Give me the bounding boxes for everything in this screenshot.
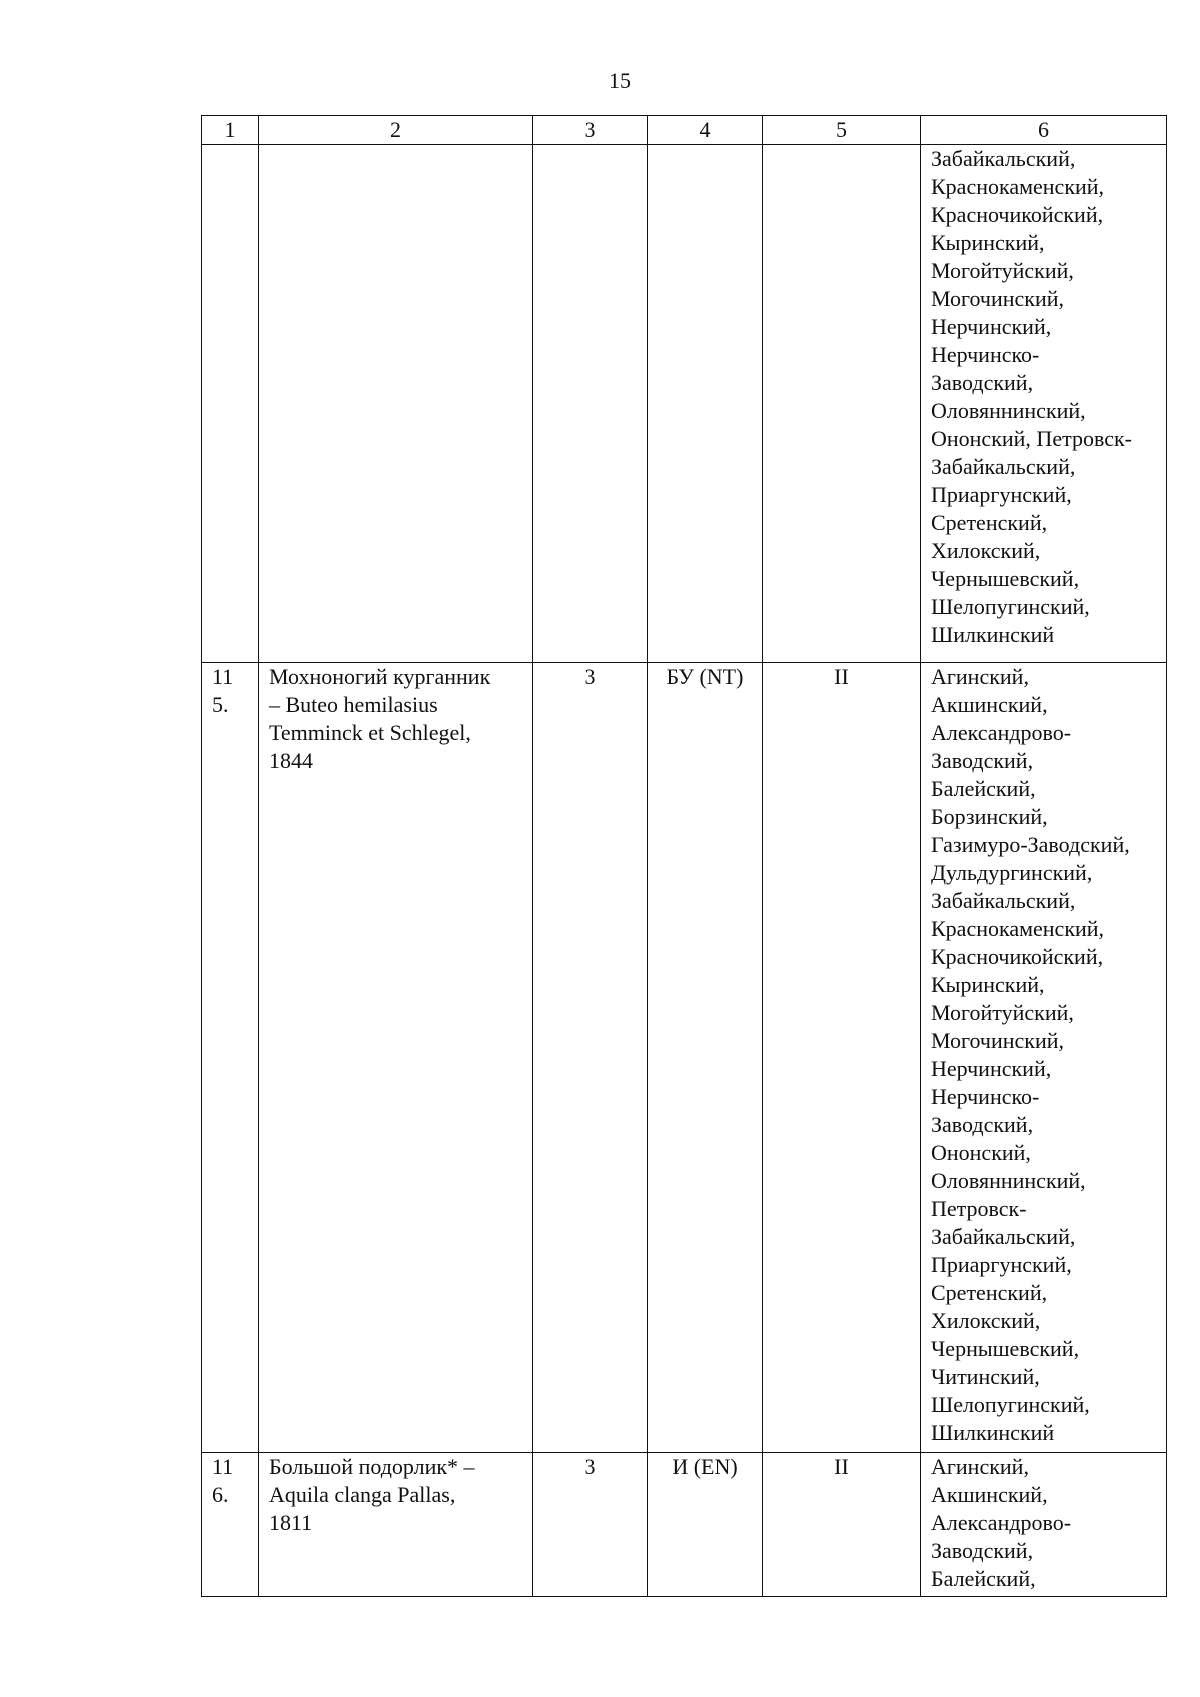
group-cell: II [763,663,921,1453]
category-cell: 3 [533,663,648,1453]
district-line: Приаргунский, [931,1252,1072,1277]
species-line: Aquila clanga Pallas, [269,1482,456,1507]
district-line: Дульдургинский, [931,860,1093,885]
district-line: Шилкинский [931,622,1055,647]
district-line: Забайкальский, [931,888,1076,913]
district-line: Чернышевский, [931,566,1080,591]
row-number-line: 11 [212,1454,234,1479]
district-line: Ононский, Петровск- [931,426,1133,451]
row-number-line: 5. [212,692,229,717]
table-row [202,1453,1167,1597]
row-number-line: 11 [212,664,234,689]
district-line: Оловяннинский, [931,1168,1086,1193]
district-line: Кыринский, [931,972,1045,997]
species-line: – Buteo hemilasius [269,692,438,717]
district-line: Агинский, [931,664,1029,689]
district-line: Сретенский, [931,1280,1048,1305]
species-line: 1844 [269,748,313,773]
district-line: Приаргунский, [931,482,1072,507]
district-line: Могойтуйский, [931,1000,1074,1025]
district-line: Борзинский, [931,804,1048,829]
species-cell [259,1453,533,1597]
table-row [202,663,1167,1453]
district-line: Красночикойский, [931,944,1104,969]
district-line: Забайкальский, [931,1224,1076,1249]
district-line: Александрово- [931,720,1072,745]
district-line: Шилкинский [931,1420,1055,1445]
column-header: 1 [202,116,259,145]
district-line: Акшинский, [931,1482,1048,1507]
district-line: Красночикойский, [931,202,1104,227]
district-line: Могочинский, [931,1028,1065,1053]
district-line: Оловяннинский, [931,398,1086,423]
row-number-cell [202,1453,259,1597]
districts-cell [921,145,1167,663]
district-line: Краснокаменский, [931,174,1105,199]
district-line: Акшинский, [931,692,1048,717]
district-line: Заводский, [931,1112,1034,1137]
district-line: Забайкальский, [931,454,1076,479]
group-cell [763,145,921,663]
district-line: Агинский, [931,1454,1029,1479]
district-line: Чернышевский, [931,1336,1080,1361]
district-line: Нерчинский, [931,314,1052,339]
species-line: Temminck et Schlegel, [269,720,471,745]
district-line: Хилокский, [931,1308,1041,1333]
district-line: Заводский, [931,1538,1034,1563]
district-line: Александрово- [931,1510,1072,1535]
status-cell: БУ (NT) [648,663,763,1453]
district-line: Ононский, [931,1140,1031,1165]
table-row [202,145,1167,663]
species-line: Мохноногий курганник [269,664,491,689]
district-line: Забайкальский, [931,146,1076,171]
category-cell: 3 [533,1453,648,1597]
district-line: Газимуро-Заводский, [931,832,1130,857]
district-line: Сретенский, [931,510,1048,535]
district-line: Балейский, [931,1566,1036,1591]
group-cell: II [763,1453,921,1597]
districts-cell [921,663,1167,1453]
districts-cell [921,1453,1167,1597]
district-line: Заводский, [931,748,1034,773]
row-number-line: 6. [212,1482,229,1507]
district-line: Нерчинский, [931,1056,1052,1081]
district-line: Кыринский, [931,230,1045,255]
species-cell [259,663,533,1453]
district-line: Балейский, [931,776,1036,801]
district-line: Петровск- [931,1196,1027,1221]
district-line: Шелопугинский, [931,594,1090,619]
district-line: Нерчинско- [931,342,1040,367]
status-cell: И (EN) [648,1453,763,1597]
district-line: Краснокаменский, [931,916,1105,941]
district-line: Могойтуйский, [931,258,1074,283]
district-line: Могочинский, [931,286,1065,311]
district-line: Шелопугинский, [931,1392,1090,1417]
status-cell [648,145,763,663]
column-header: 2 [259,116,533,145]
row-number-cell [202,145,259,663]
column-header: 5 [763,116,921,145]
district-line: Хилокский, [931,538,1041,563]
species-line: 1811 [269,1510,313,1535]
district-line: Нерчинско- [931,1084,1040,1109]
category-cell [533,145,648,663]
district-line: Заводский, [931,370,1034,395]
column-header: 6 [921,116,1167,145]
column-header: 4 [648,116,763,145]
row-number-cell [202,663,259,1453]
district-line: Читинский, [931,1364,1040,1389]
species-line: Большой подорлик* – [269,1454,475,1479]
species-cell [259,145,533,663]
species-table [201,115,1167,1597]
page-number: 15 [609,68,631,93]
column-header: 3 [533,116,648,145]
table-header-row [202,116,1167,145]
